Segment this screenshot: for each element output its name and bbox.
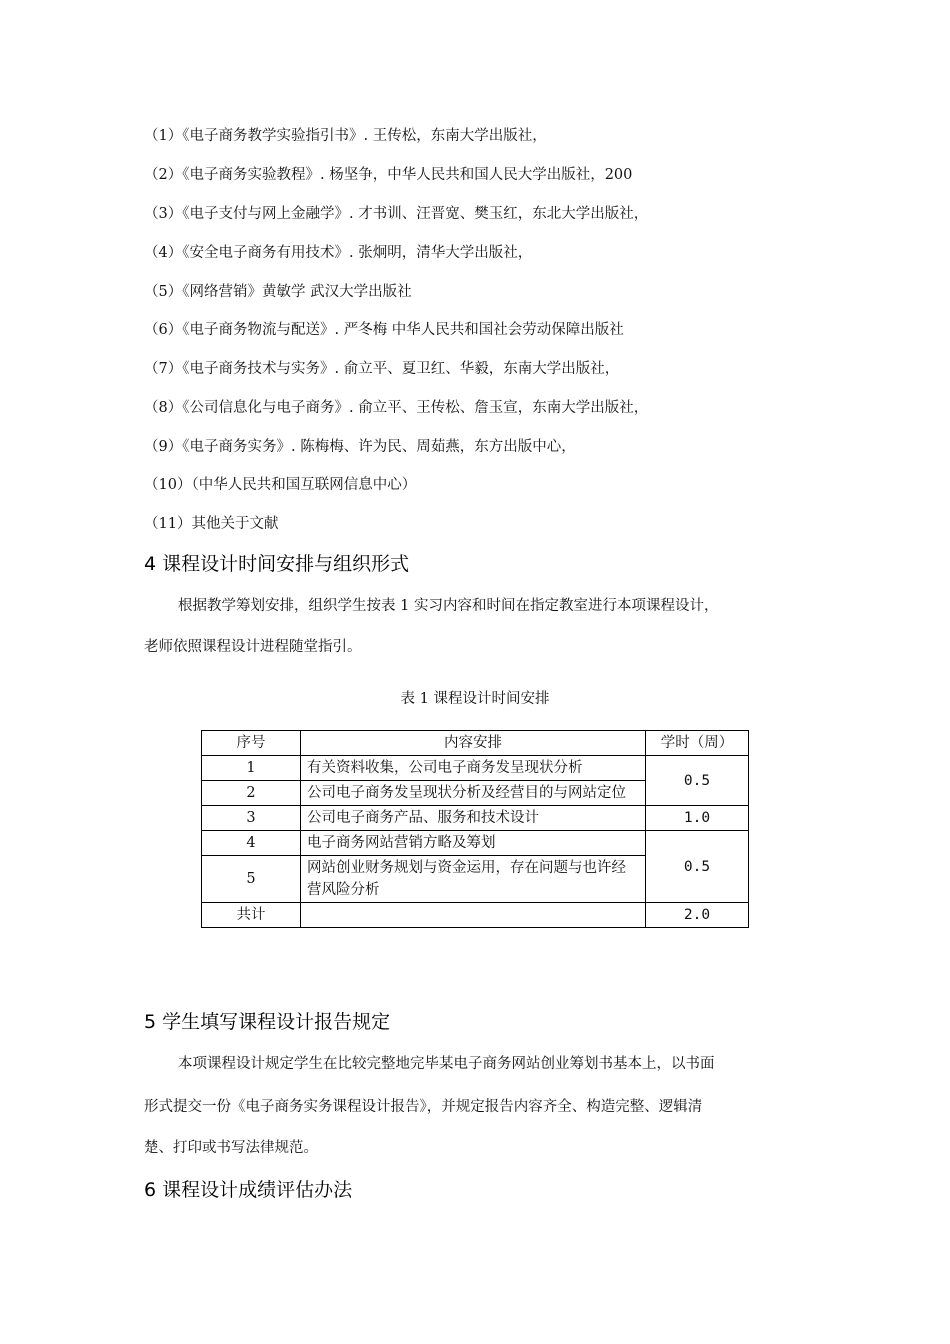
total-content [301, 903, 646, 928]
row-content: 公司电子商务产品、服务和技术设计 [301, 806, 646, 831]
row-hours: 0.5 [646, 756, 749, 806]
reference-item: （3）《电子支付与网上金融学》. 才书训、汪晋宽、樊玉红，东北大学出版社， [144, 206, 649, 222]
header-number: 序号 [202, 731, 301, 756]
header-hours: 学时（周） [646, 731, 749, 756]
row-number: 4 [202, 831, 301, 856]
section-5-paragraph-line: 楚、打印或书写法律规范。 [144, 1140, 318, 1156]
total-hours: 2.0 [646, 903, 749, 928]
row-number: 2 [202, 781, 301, 806]
table-total-row [202, 903, 749, 928]
reference-item: （4）《安全电子商务有用技术》. 张炯明，清华大学出版社， [144, 245, 533, 261]
section-4-heading: 4 课程设计时间安排与组织形式 [144, 553, 410, 575]
table-row [202, 756, 749, 781]
header-content: 内容安排 [301, 731, 646, 756]
table-caption: 表 1 课程设计时间安排 [400, 691, 550, 707]
row-hours: 1.0 [646, 806, 749, 831]
table-header-row [202, 731, 749, 756]
reference-item: （11）其他关于文献 [144, 516, 279, 532]
row-content: 公司电子商务发呈现状分析及经营目的与网站定位 [301, 781, 646, 806]
row-content: 网站创业财务规划与资金运用，存在问题与也许经营风险分析 [301, 856, 646, 903]
reference-item: （8）《公司信息化与电子商务》. 俞立平、王传松、詹玉宣，东南大学出版社， [144, 400, 649, 416]
reference-item: （10）（中华人民共和国互联网信息中心） [144, 477, 417, 493]
section-5-heading: 5 学生填写课程设计报告规定 [144, 1011, 391, 1033]
reference-item: （6）《电子商务物流与配送》. 严冬梅 中华人民共和国社会劳动保障出版社 [144, 322, 624, 338]
section-4-paragraph-line: 根据教学筹划安排，组织学生按表 1 实习内容和时间在指定教室进行本项课程设计， [178, 598, 719, 614]
reference-item: （1）《电子商务教学实验指引书》. 王传松，东南大学出版社， [144, 128, 547, 144]
table-row [202, 831, 749, 856]
row-number: 3 [202, 806, 301, 831]
reference-item: （2）《电子商务实验教程》. 杨坚争，中华人民共和国人民大学出版社，200 [144, 167, 633, 183]
schedule-table [201, 730, 749, 928]
section-6-heading: 6 课程设计成绩评估办法 [144, 1179, 353, 1201]
reference-item: （7）《电子商务技术与实务》. 俞立平、夏卫红、华毅，东南大学出版社， [144, 361, 620, 377]
section-5-paragraph-line: 形式提交一份《电子商务实务课程设计报告》，并规定报告内容齐全、构造完整、逻辑清 [144, 1099, 703, 1115]
row-hours: 0.5 [646, 831, 749, 903]
total-label: 共计 [202, 903, 301, 928]
row-number: 5 [202, 856, 301, 903]
section-5-paragraph-line: 本项课程设计规定学生在比较完整地完毕某电子商务网站创业筹划书基本上，以书面 [178, 1056, 715, 1072]
reference-item: （9）《电子商务实务》. 陈梅梅、许为民、周茹燕，东方出版中心， [144, 439, 576, 455]
row-content: 电子商务网站营销方略及筹划 [301, 831, 646, 856]
table-row [202, 806, 749, 831]
row-number: 1 [202, 756, 301, 781]
reference-item: （5）《网络营销》黄敏学 武汉大学出版社 [144, 284, 412, 300]
section-4-paragraph-line: 老师依照课程设计进程随堂指引。 [144, 639, 362, 655]
row-content: 有关资料收集，公司电子商务发呈现状分析 [301, 756, 646, 781]
